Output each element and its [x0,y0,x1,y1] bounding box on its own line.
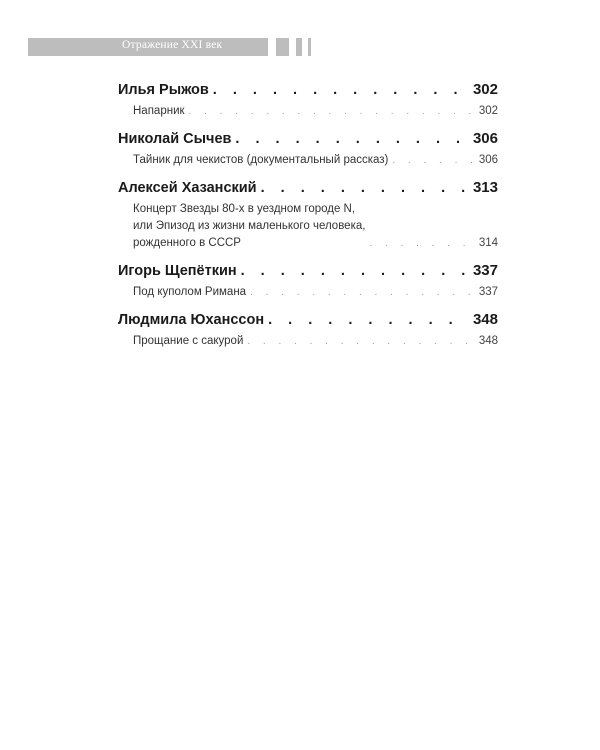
dot-leader [213,80,469,100]
dot-leader [247,333,474,350]
dot-leader [268,310,469,330]
header-decor-block [276,38,289,56]
dot-leader [369,235,474,252]
toc-work-entry [118,201,498,252]
author-name: Алексей Хазанский [118,180,257,196]
work-title: Прощание с сакурой [133,335,244,347]
author-page-number: 313 [472,179,498,196]
work-title: Тайник для чекистов (документальный рассказ) [133,154,389,166]
work-title: Концерт Звезды 80-х в уездном городе N, или Эпизод из жизни маленького человека, рожденного в СССР [133,203,366,249]
work-title: Напарник [133,105,185,117]
toc-author-entry [118,129,498,149]
dot-leader [241,261,469,281]
toc-author-entry [118,178,498,198]
running-header [28,38,268,56]
toc-author-entry [118,310,498,330]
dot-leader [392,152,474,169]
toc-work-entry [118,333,498,350]
author-name: Игорь Щепёткин [118,263,237,279]
author-name: Людмила Юхансcон [118,312,265,328]
author-name: Николай Сычев [118,131,232,147]
dot-leader [250,284,475,301]
header-decor-block [296,38,302,56]
table-of-contents [118,80,498,350]
dot-leader [235,129,469,149]
toc-work-entry [118,103,498,120]
header-decor-block [308,38,311,56]
toc-author-entry [118,261,498,281]
work-page-number: 337 [478,286,498,298]
dot-leader [261,178,469,198]
running-header-title: Отражение XXI век [122,39,223,51]
author-name: Илья Рыжов [118,82,209,98]
author-page-number: 302 [472,81,498,98]
dot-leader [189,103,475,120]
toc-work-entry [118,152,498,169]
author-page-number: 306 [472,130,498,147]
author-page-number: 337 [472,262,498,279]
toc-work-entry [118,284,498,301]
work-page-number: 306 [478,154,498,166]
work-page-number: 314 [478,237,498,249]
work-page-number: 348 [478,335,498,347]
author-page-number: 348 [472,311,498,328]
work-title: Под куполом Римана [133,286,247,298]
work-page-number: 302 [478,105,498,117]
toc-author-entry [118,80,498,100]
